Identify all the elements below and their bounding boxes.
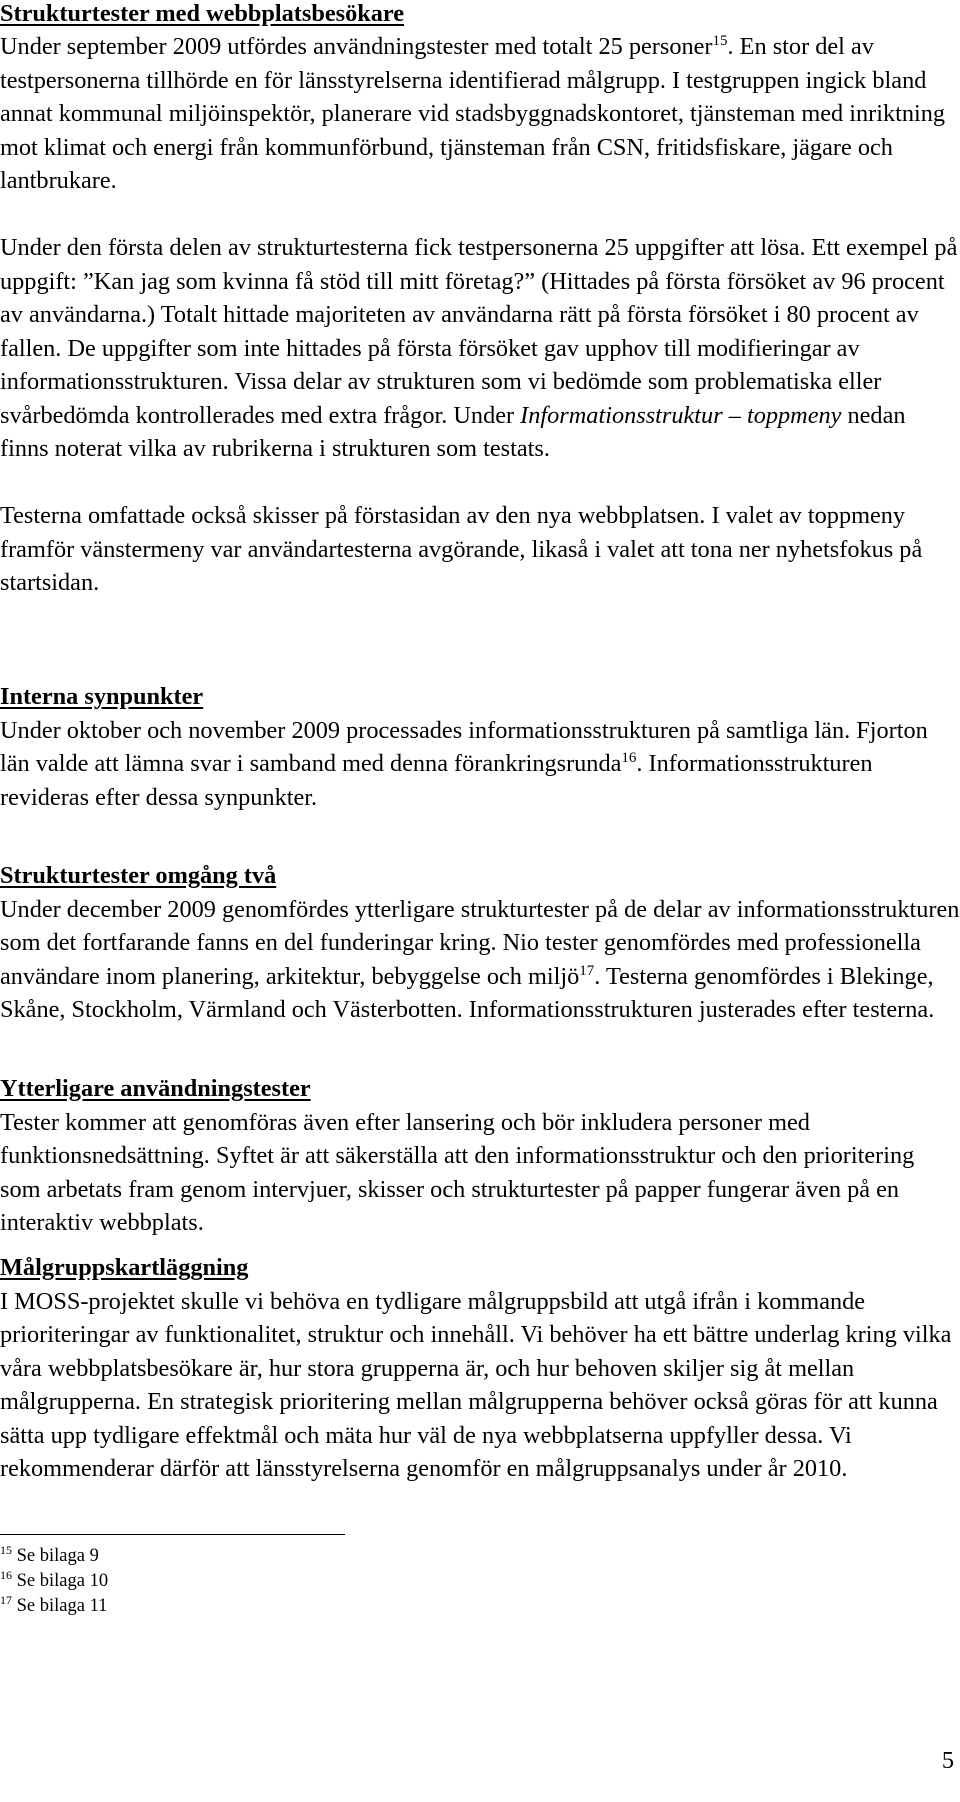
paragraph-text: Under december 2009 genomfördes ytterligare strukturtester på de delar av informationsstrukturen som det fortfarande fanns en del funderingar kring. Nio tester genomfördes med professionella användare inom planering, arkitektur, bebyggelse och miljö xyxy=(0,895,960,990)
section-interna-synpunkter xyxy=(0,680,960,814)
footnote-reference: 17 xyxy=(579,962,595,979)
section-heading: Målgruppskartläggning xyxy=(0,1254,249,1281)
footnote-text: Se bilaga 9 xyxy=(16,1546,99,1566)
paragraph-text: Under den första delen av strukturtesterna fick testpersonerna 25 uppgifter att lösa. Ett exempel på uppgift: ”Kan jag som kvinna få stöd till mitt företag?” (Hittades på första försöket av 96 procent av användarna.) Totalt hittade majoriteten av användarna rätt på första försöket i 80 procent av fallen. De uppgifter som inte hittades på första försöket gav upphov till modifieringar av informationsstrukturen. Vissa delar av strukturen som vi bedömde som problematiska eller svårbedömda kontrollerades med extra frågor. Under xyxy=(0,234,958,429)
footnote-reference: 16 xyxy=(621,750,637,766)
page-number: 5 xyxy=(941,1747,954,1774)
footnote-number: 15 xyxy=(0,1543,12,1557)
footnote-number: 16 xyxy=(0,1568,12,1582)
footnote xyxy=(0,1544,108,1569)
section-ytterligare-anvandningstester xyxy=(0,1072,960,1240)
body-paragraph: Testerna omfattade också skisser på förstasidan av den nya webbplatsen. I valet av toppmeny framför vänstermeny var användartesterna avgörande, likaså i valet att tona ner nyhetsfokus på startsidan. xyxy=(0,502,923,596)
paragraph-text: . Testerna genomfördes i Blekinge, Skåne, Stockholm, Värmland och Västerbotten. Informationsstrukturen justerades efter testerna. xyxy=(0,962,935,1023)
paragraph-text: nedan finns noterat vilka av rubrikerna i strukturen som testats. xyxy=(0,401,906,462)
body-paragraph xyxy=(0,30,960,198)
section-strukturtester xyxy=(0,30,960,600)
footnote-separator xyxy=(0,1534,345,1535)
footnotes xyxy=(0,1544,108,1619)
footnote-text: Se bilaga 11 xyxy=(16,1596,108,1616)
paragraph-text: . En stor del av testpersonerna tillhörde en för länsstyrelserna identifierad målgrupp. I testgruppen ingick bland annat kommunal miljöinspektör, planerare vid stadsbyggnadskontoret, tjänsteman med inriktning mot klimat och energi från kommunförbund, tjänsteman från CSN, fritidsfiskare, jägare och lantbrukare. xyxy=(0,33,946,194)
body-paragraph xyxy=(0,231,960,466)
section-heading: Ytterligare användningstester xyxy=(0,1075,311,1102)
section-malgruppskartlaggning xyxy=(0,1251,960,1486)
footnote xyxy=(0,1569,108,1594)
footnote-number: 17 xyxy=(0,1593,12,1607)
section-heading: Strukturtester omgång två xyxy=(0,862,277,889)
paragraph-text: Under oktober och november 2009 processades informationsstrukturen på samtliga län. Fjorton län valde att lämna svar i samband med denna förankringsrunda xyxy=(0,716,928,777)
section-strukturtester-omgang-tva xyxy=(0,859,960,1027)
italic-reference: Informationsstruktur – toppmeny xyxy=(520,401,842,429)
body-paragraph xyxy=(0,714,960,815)
body-paragraph: Tester kommer att genomföras även efter lansering och bör inkludera personer med funktionsnedsättning. Syftet är att säkerställa att den informationsstruktur och den prioritering som arbetats fram genom intervjuer, skisser och strukturtester på papper fungerar även på en interaktiv webbplats. xyxy=(0,1108,915,1236)
section-heading: Interna synpunkter xyxy=(0,683,204,710)
footnote-text: Se bilaga 10 xyxy=(16,1571,109,1591)
paragraph-text: . Informationsstrukturen revideras efter dessa synpunkter. xyxy=(0,750,873,811)
footnote-reference: 15 xyxy=(712,33,728,49)
footnote xyxy=(0,1594,108,1619)
body-paragraph xyxy=(0,893,960,1027)
paragraph-text: Under september 2009 utfördes användningstester med totalt 25 personer xyxy=(0,33,713,60)
body-paragraph: I MOSS-projektet skulle vi behöva en tydligare målgruppsbild att utgå ifrån i kommande prioriteringar av funktionalitet, struktur och innehåll. Vi behöver ha ett bättre underlag kring vilka våra webbplatsbesökare är, hur stora grupperna är, och hur behoven skiljer sig åt mellan målgrupperna. En strategisk prioritering mellan målgrupperna behöver också göras för att kunna sätta upp tydligare effektmål och mäta hur väl de nya webbplatserna uppfyller dessa. Vi rekommenderar därför att länsstyrelserna genomför en målgruppsanalys under år 2010. xyxy=(0,1287,952,1482)
section-heading: Strukturtester med webbplatsbesökare xyxy=(0,0,405,27)
